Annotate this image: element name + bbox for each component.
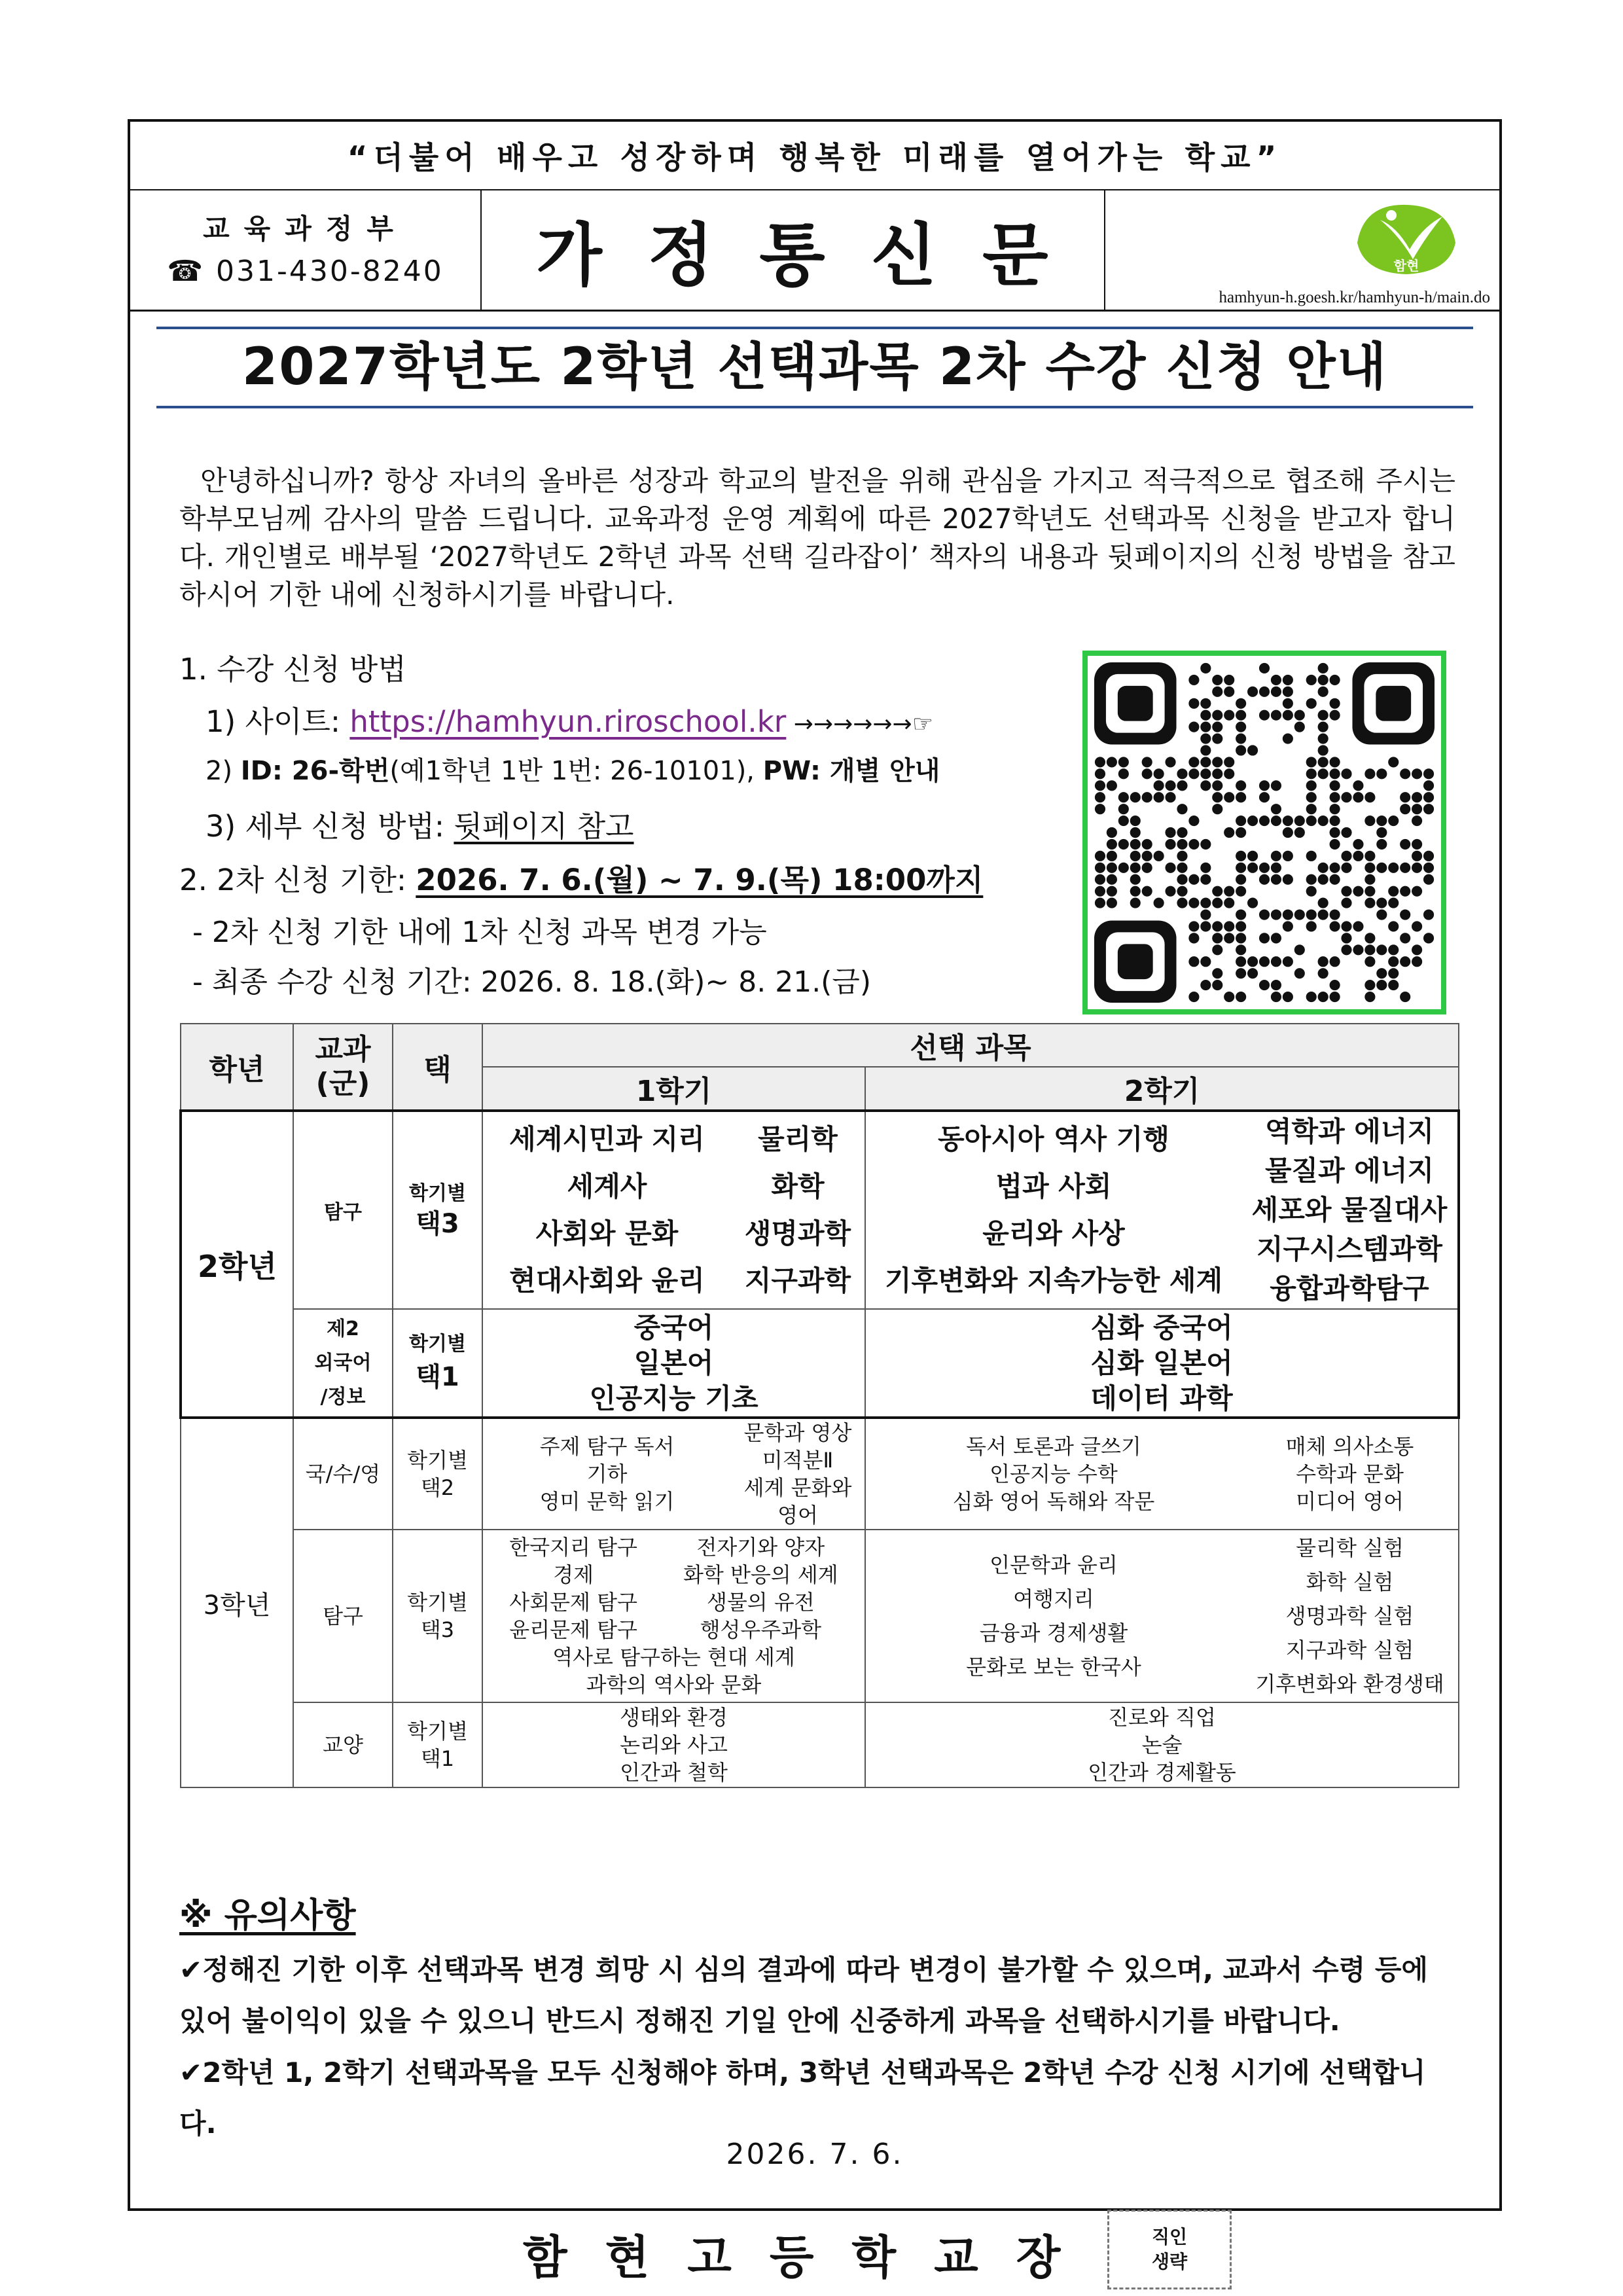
row-choice: 학기별 택3 <box>393 1530 482 1702</box>
method-heading: 1. 수강 신청 방법 <box>179 652 406 687</box>
row-choice: 학기별 택3 <box>393 1111 482 1309</box>
department-box <box>130 189 482 310</box>
sem2-subjects: 진로와 직업 논술 인간과 경제활동 <box>865 1702 1459 1787</box>
sem1-subjects-a: 주제 탐구 독서 기하 영미 문학 읽기 <box>482 1418 731 1530</box>
id-format: ID: 26-학번 <box>240 756 390 786</box>
method-id <box>205 750 940 787</box>
qr-code[interactable] <box>1082 651 1446 1014</box>
subject-table <box>179 1023 1460 1788</box>
intro-paragraph: 안녕하십니까? 항상 자녀의 올바른 성장과 학교의 발전을 위해 관심을 가지고 적극적으로 협조해 주시는 학부모님께 감사의 말씀 드립니다. 교육과정 운영 계획에 따른 2027학년도 선택과목 신청을 받고자 합니다. 개인별로 배부될 ‘2027학년도 2학년 과목 선택 길라잡이’ 책자의 내용과 뒷페이지의 신청 방법을 참고하시어 기한 내에 신청하시기를 바랍니다. <box>179 465 1456 611</box>
sem1-subjects-b: 전자기와 양자 화학 반응의 세계 생물의 유전 행성우주과학 <box>683 1535 838 1642</box>
row-group: 교양 <box>293 1702 393 1787</box>
title-rule-bottom <box>156 406 1473 408</box>
note-item-1: ✔정해진 기한 이후 선택과목 변경 희망 시 심의 결과에 따라 변경이 불가할 수 있으며, 교과서 수령 등에 있어 불이익이 있을 수 있으니 반드시 정해진 기일 안에 신중하게 과목을 선택하시기를 바랍니다. <box>179 1954 1428 2037</box>
header-selected: 선택 과목 <box>482 1024 1459 1067</box>
notes-heading: ※ 유의사항 <box>179 1896 356 1935</box>
sem2-subjects-a: 동아시아 역사 기행 법과 사회 윤리와 사상 기후변화와 지속가능한 세계 <box>865 1111 1241 1309</box>
svg-text:함현: 함현 <box>1393 258 1419 274</box>
site-arrows: →→→→→→☞ <box>786 711 933 738</box>
site-link[interactable]: https://hamhyun.riroschool.kr <box>349 704 787 739</box>
deadline <box>179 856 983 899</box>
detail-value: 뒷페이지 참고 <box>454 809 634 844</box>
sem1-subjects: 중국어 일본어 인공지능 기초 <box>482 1309 865 1418</box>
school-url[interactable]: hamhyun-h.goesh.kr/hamhyun-h/main.do <box>1219 289 1490 306</box>
header-group: 교과 (군) <box>293 1024 393 1111</box>
header-sem2: 2학기 <box>865 1067 1459 1111</box>
qr-code-icon <box>1094 662 1435 1003</box>
row-group: 제2 외국어 /정보 <box>293 1309 393 1418</box>
issue-date: 2026. 7. 6. <box>726 2138 904 2171</box>
sem2-subjects-b: 물리학 실험 화학 실험 생명과학 실험 지구과학 실험 기후변화와 환경생태 <box>1241 1530 1459 1702</box>
sem1-subjects-c: 역사로 탐구하는 현대 세계 과학의 역사와 문화 <box>552 1645 795 1697</box>
newsletter-frame <box>128 119 1502 2284</box>
header-grade: 학년 <box>181 1024 293 1111</box>
newsletter-title: 가정통신문 <box>480 189 1105 310</box>
grade-3-label: 3학년 <box>181 1418 293 1787</box>
row-choice: 학기별 택1 <box>393 1702 482 1787</box>
principal-signature: 함현고등학교장 <box>523 2230 1099 2284</box>
sem2-subjects-b: 역학과 에너지 물질과 에너지 세포와 물질대사 지구시스템과학 융합과학탐구 <box>1241 1111 1459 1309</box>
school-logo-box <box>1105 189 1499 310</box>
site-label: 1) 사이트: <box>205 704 350 739</box>
department-name: 교육과정부 <box>203 213 408 245</box>
header-sem1: 1학기 <box>482 1067 865 1111</box>
sem2-subjects-a: 인문학과 윤리 여행지리 금융과 경제생활 문화로 보는 한국사 <box>865 1530 1241 1702</box>
row-choice: 학기별 택2 <box>393 1418 482 1530</box>
id-prefix: 2) <box>205 756 241 786</box>
sem2-subjects-b: 매체 의사소통 수학과 문화 미디어 영어 <box>1241 1418 1459 1530</box>
grade-2-label: 2학년 <box>181 1111 293 1418</box>
sem1-subjects-b: 문학과 영상 미적분Ⅱ 세계 문화와 영어 <box>731 1418 865 1530</box>
sem1-subjects-b: 물리학 화학 생명과학 지구과학 <box>731 1111 865 1309</box>
detail-label: 3) 세부 신청 방법: <box>205 809 454 844</box>
deadline-note-2: - 최종 수강 신청 기간: 2026. 8. 18.(화)~ 8. 21.(금) <box>192 965 872 999</box>
row-choice: 학기별 택1 <box>393 1309 482 1418</box>
school-motto: “더불어 배우고 성장하며 행복한 미래를 열어가는 학교” <box>130 122 1499 190</box>
id-example: (예1학년 1반 1번: 26-10101), <box>389 756 763 786</box>
sem2-subjects-a: 독서 토론과 글쓰기 인공지능 수학 심화 영어 독해와 작문 <box>865 1418 1241 1530</box>
sem1-subjects-a: 한국지리 탐구 경제 사회문제 탐구 윤리문제 탐구 <box>509 1535 637 1642</box>
row-group: 국/수/영 <box>293 1418 393 1530</box>
pw-info: PW: 개별 안내 <box>762 756 940 786</box>
sem1-subjects: 생태와 환경 논리와 사고 인간과 철학 <box>482 1702 865 1787</box>
sem2-subjects: 심화 중국어 심화 일본어 데이터 과학 <box>865 1309 1459 1418</box>
row-group: 탐구 <box>293 1111 393 1309</box>
method-detail <box>205 802 634 845</box>
department-phone: ☎ 031-430-8240 <box>167 255 444 288</box>
row-group: 탐구 <box>293 1530 393 1702</box>
note-item-2: ✔2학년 1, 2학기 선택과목을 모두 신청해야 하며, 3학년 선택과목은 2학년 수강 신청 시기에 선택합니다. <box>179 2056 1426 2140</box>
deadline-value: 2026. 7. 6.(월) ~ 7. 9.(목) 18:00까지 <box>416 863 984 897</box>
deadline-label: 2. 2차 신청 기한: <box>179 863 416 897</box>
sem1-subjects <box>482 1530 865 1702</box>
method-site <box>205 698 933 740</box>
school-logo-icon <box>1351 197 1462 282</box>
deadline-note-1: - 2차 신청 기한 내에 1차 신청 과목 변경 가능 <box>192 916 767 949</box>
header <box>130 189 1499 312</box>
sem1-subjects-a: 세계시민과 지리 세계사 사회와 문화 현대사회와 윤리 <box>482 1111 731 1309</box>
header-choice: 택 <box>393 1024 482 1111</box>
seal-box: 직인 생략 <box>1107 2210 1232 2289</box>
page-title: 2027학년도 2학년 선택과목 2차 수강 신청 안내 <box>241 338 1388 397</box>
